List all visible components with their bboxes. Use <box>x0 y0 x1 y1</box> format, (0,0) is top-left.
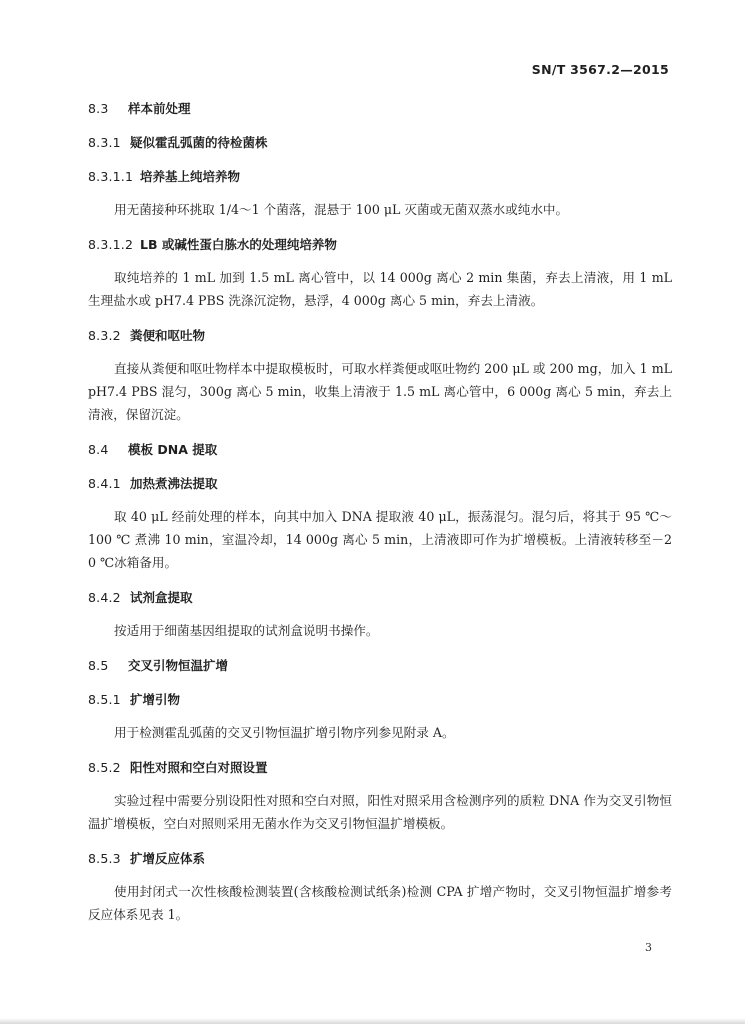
heading-title: 试剂盒提取 <box>130 590 193 605</box>
paragraph: 用于检测霍乱弧菌的交叉引物恒温扩增引物序列参见附录 A。 <box>114 725 455 740</box>
heading-number: 8.3.1.1 <box>88 169 134 184</box>
heading-title: 模板 DNA 提取 <box>128 442 218 457</box>
paragraph: 直接从粪便和呕吐物样本中提取模板时，可取水样粪便或呕吐物约 200 μL 或 200 mg，加入 1 mL pH7.4 PBS 混匀，300g 离心 5 min，收集上清液于 1.5 mL 离心管中，6 000g 离心 5 min，弃去上清液，保留沉淀。 <box>88 361 672 422</box>
heading-8-4-2 <box>88 589 672 607</box>
heading-number: 8.4.2 <box>88 590 121 605</box>
heading-number: 8.5.3 <box>88 851 121 866</box>
heading-title: 扩增引物 <box>130 692 181 707</box>
paragraph: 取纯培养的 1 mL 加到 1.5 mL 离心管中，以 14 000g 离心 2 min 集菌，弃去上清液，用 1 mL 生理盐水或 pH7.4 PBS 洗涤沉淀物，悬浮，4 000g 离心 5 min，弃去上清液。 <box>88 270 672 308</box>
document-body <box>88 100 672 941</box>
heading-title: 扩增反应体系 <box>130 851 206 866</box>
paragraph: 实验过程中需要分别设阳性对照和空白对照，阳性对照采用含检测序列的质粒 DNA 作为交叉引物恒温扩增模板，空白对照则采用无菌水作为交叉引物恒温扩增模板。 <box>88 793 672 831</box>
heading-8-3-1-1 <box>88 168 672 186</box>
paragraph: 用无菌接种环挑取 1/4～1 个菌落，混悬于 100 μL 灭菌或无菌双蒸水或纯水中。 <box>114 202 569 217</box>
heading-8-5-3 <box>88 850 672 868</box>
heading-8-5 <box>88 657 672 675</box>
heading-title: 加热煮沸法提取 <box>130 476 218 491</box>
heading-title: LB 或碱性蛋白胨水的处理纯培养物 <box>140 237 337 252</box>
heading-8-3-2 <box>88 327 672 345</box>
heading-title: 培养基上纯培养物 <box>140 169 241 184</box>
heading-8-3-1-2 <box>88 236 672 254</box>
heading-number: 8.5.2 <box>88 760 121 775</box>
heading-number: 8.3.2 <box>88 328 121 343</box>
heading-number: 8.4 <box>88 442 109 457</box>
heading-8-3 <box>88 100 672 118</box>
heading-title: 样本前处理 <box>128 101 191 116</box>
paragraph: 取 40 μL 经前处理的样本，向其中加入 DNA 提取液 40 μL，振荡混匀。混匀后，将其于 95 ℃～100 ℃ 煮沸 10 min，室温冷却，14 000g 离心 5 min，上清液即可作为扩增模板。上清液转移至－20 ℃冰箱备用。 <box>88 509 672 570</box>
heading-8-3-1 <box>88 134 672 152</box>
scan-edge <box>0 1018 745 1024</box>
heading-number: 8.5.1 <box>88 692 121 707</box>
heading-title: 交叉引物恒温扩增 <box>128 658 229 673</box>
heading-number: 8.3.1 <box>88 135 121 150</box>
heading-8-5-1 <box>88 691 672 709</box>
heading-number: 8.4.1 <box>88 476 121 491</box>
heading-8-4 <box>88 441 672 459</box>
standard-number: SN/T 3567.2—2015 <box>531 62 669 77</box>
heading-title: 疑似霍乱弧菌的待检菌株 <box>130 135 268 150</box>
heading-8-4-1 <box>88 475 672 493</box>
heading-number: 8.3.1.2 <box>88 237 134 252</box>
heading-8-5-2 <box>88 759 672 777</box>
heading-number: 8.3 <box>88 101 109 116</box>
paragraph: 使用封闭式一次性核酸检测装置(含核酸检测试纸条)检测 CPA 扩增产物时，交叉引物恒温扩增参考反应体系见表 1。 <box>88 884 672 922</box>
paragraph: 按适用于细菌基因组提取的试剂盒说明书操作。 <box>114 623 379 638</box>
heading-number: 8.5 <box>88 658 109 673</box>
page-number: 3 <box>645 941 652 954</box>
heading-title: 阳性对照和空白对照设置 <box>130 760 268 775</box>
heading-title: 粪便和呕吐物 <box>130 328 206 343</box>
